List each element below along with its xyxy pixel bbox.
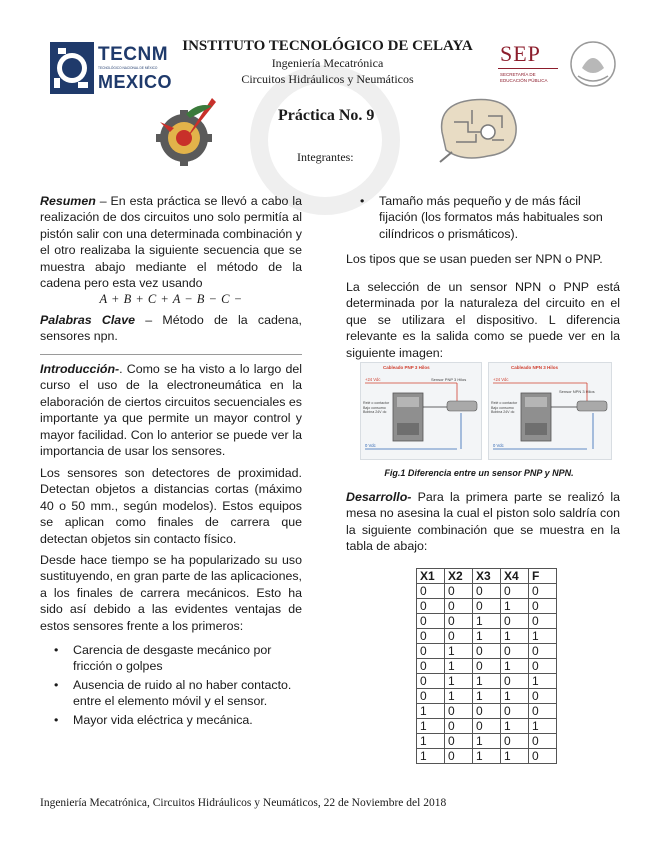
table-cell: 1	[501, 749, 529, 764]
selection-text: La selección de un sensor NPN o PNP está determinada por la naturaleza del circuito en el que se utilizara el dispositivo. L diferencia relevante es la salida como se puede ver en la siguiente imagen:	[346, 280, 620, 360]
table-row	[417, 734, 557, 749]
mexico-eagle-shield-icon	[568, 38, 618, 90]
institution-title: INSTITUTO TECNOLÓGICO DE CELAYA	[182, 38, 473, 54]
table-cell: 0	[445, 704, 473, 719]
table-cell: 1	[529, 629, 557, 644]
figure-caption: Fig.1 Diferencia entre un sensor PNP y NPN.	[384, 468, 574, 478]
table-cell: 1	[501, 629, 529, 644]
table-cell: 1	[501, 719, 529, 734]
table-cell: 1	[417, 734, 445, 749]
intro-text: . Como se ha visto a lo largo del curso el uso de la electroneumática en la elaboración de ciertos circuitos secuenciales es importante ya que permite un mayor control y mayor facilidad. Con lo anterior se puede ver la importancia de usar los sensores.	[40, 362, 302, 459]
popular-text: Desde hace tiempo se ha popularizado su uso sustituyendo, en gran parte de las aplicaciones, a los finales de carrera mecánicos. Esto ha sido así debido a las evidentes ventajas de estos sensores frente a los primeros:	[40, 553, 302, 633]
page-footer: Ingeniería Mecatrónica, Circuitos Hidráulicos y Neumáticos, 22 de Noviembre del 2018	[40, 797, 447, 809]
table-header-row	[417, 569, 557, 584]
npn-wiring-panel	[488, 362, 612, 460]
table-cell: 0	[445, 719, 473, 734]
table-cell: 0	[529, 689, 557, 704]
members-label: Integrantes:	[297, 150, 354, 164]
table-cell: 0	[417, 689, 445, 704]
table-cell: 0	[501, 704, 529, 719]
table-cell: 0	[445, 734, 473, 749]
table-cell: 1	[473, 614, 501, 629]
table-cell: 1	[473, 674, 501, 689]
table-cell: 1	[529, 674, 557, 689]
size-bullet-list	[346, 193, 620, 242]
table-cell: 0	[529, 614, 557, 629]
advantages-list-block	[40, 642, 302, 730]
table-row	[417, 674, 557, 689]
intro-block	[40, 361, 302, 459]
table-row	[417, 659, 557, 674]
keywords-block	[40, 312, 302, 345]
table-cell: 0	[417, 644, 445, 659]
npn-relay-label: Relé o contactor Bajo consumo Bobina 24V dc	[491, 401, 518, 414]
table-cell: 0	[417, 629, 445, 644]
types-paragraph	[346, 251, 620, 267]
abstract-paragraph	[40, 193, 302, 291]
table-cell: 0	[501, 674, 529, 689]
table-header-cell: X3	[473, 569, 501, 584]
development-block	[346, 489, 620, 555]
keywords-text: – Método de la cadena, sensores npn.	[40, 313, 302, 344]
mexico-wordmark: MEXICO	[98, 72, 173, 92]
table-cell: 0	[417, 659, 445, 674]
sep-rule	[498, 68, 558, 69]
abstract-block	[40, 193, 302, 308]
types-text: Los tipos que se usan pueden ser NPN o PNP.	[346, 252, 603, 266]
npn-vplus: +24 Vdc	[493, 377, 509, 382]
table-cell: 1	[501, 689, 529, 704]
table-cell: 0	[501, 734, 529, 749]
table-cell: 1	[417, 704, 445, 719]
table-cell: 0	[529, 659, 557, 674]
sensors-paragraph	[40, 465, 302, 547]
table-header-cell: X1	[417, 569, 445, 584]
table-cell: 0	[473, 704, 501, 719]
npn-vzero: 0 Vdc	[493, 443, 504, 448]
table-cell: 1	[473, 689, 501, 704]
brain-circuit-logo-icon	[432, 92, 524, 164]
table-row	[417, 689, 557, 704]
sep-line-2: EDUCACIÓN PÚBLICA	[500, 78, 548, 83]
table-cell: 0	[417, 674, 445, 689]
table-cell: 0	[473, 644, 501, 659]
table-cell: 0	[529, 734, 557, 749]
intro-paragraph	[40, 361, 302, 459]
table-cell: 1	[473, 734, 501, 749]
sequence-formula: A + B + C + A − B − C −	[99, 292, 243, 307]
table-cell: 0	[473, 584, 501, 599]
table-cell: 0	[529, 704, 557, 719]
table-cell: 1	[445, 689, 473, 704]
pnp-title: Cableado PNP 3 Hilos	[383, 365, 430, 370]
sep-acronym: SEP	[500, 41, 541, 66]
table-cell: 0	[501, 584, 529, 599]
truth-table-body	[417, 584, 557, 764]
npn-wiring-diagram-icon	[489, 363, 611, 459]
table-cell: 1	[417, 749, 445, 764]
table-cell: 1	[529, 719, 557, 734]
list-item: • Ausencia de ruido al no haber contacto. entre el elemento móvil y el sensor.	[40, 677, 302, 710]
course-name: Circuitos Hidráulicos y Neumáticos	[241, 72, 414, 86]
table-row	[417, 584, 557, 599]
table-cell: 0	[417, 584, 445, 599]
sensors-text: Los sensores son detectores de proximidad. Detectan objetos a distancias cortas (máximo 40 o 50 mm., según modelos). Estos equipos se aplican como finales de carrera que detectan objetos sin contacto físico.	[40, 466, 302, 546]
table-row	[417, 629, 557, 644]
table-cell: 0	[529, 584, 557, 599]
table-row	[417, 614, 557, 629]
table-row	[417, 644, 557, 659]
npn-title: Cableado NPN 3 Hilos	[511, 365, 559, 370]
table-cell: 0	[445, 629, 473, 644]
table-row	[417, 704, 557, 719]
tecnm-logo	[48, 38, 173, 98]
table-cell: 1	[501, 599, 529, 614]
intro-label: Introducción-	[40, 362, 120, 376]
table-cell: 1	[445, 674, 473, 689]
table-cell: 0	[473, 719, 501, 734]
practice-title: Práctica No. 9	[278, 107, 375, 124]
table-cell: 0	[417, 614, 445, 629]
size-bullet-block	[346, 193, 620, 244]
list-item: • Carencia de desgaste mecánico por fricción o golpes	[40, 642, 302, 675]
sep-line-1: SECRETARÍA DE	[500, 72, 536, 77]
table-header-cell: X2	[445, 569, 473, 584]
table-cell: 1	[445, 644, 473, 659]
pnp-vzero: 0 Vdc	[365, 443, 376, 448]
table-cell: 0	[529, 599, 557, 614]
development-text: Para la primera parte se realizó la mesa no asesina la cual el piston solo saldría con la siguiente combinación que se muestra en la tabla de abajo:	[346, 490, 620, 554]
selection-paragraph	[346, 279, 620, 361]
abstract-text: – En esta práctica se llevó a cabo la realización de dos circuitos uno solo permitía al pistón salir con una determinada combinación y el otro realizaba la siguiente secuencia que se muestra abajo mediante el método de la cadena pero esta vez usando	[40, 194, 302, 291]
keywords-label: Palabras Clave	[40, 313, 135, 327]
abstract-label: Resumen	[40, 194, 96, 208]
table-cell: 0	[445, 599, 473, 614]
pnp-relay-label: Relé o contactor Bajo consumo Bobina 24V dc	[363, 401, 390, 414]
table-cell: 0	[529, 644, 557, 659]
table-cell: 1	[445, 659, 473, 674]
truth-table	[416, 568, 557, 764]
table-cell: 1	[501, 659, 529, 674]
table-cell: 1	[473, 749, 501, 764]
table-header-cell: X4	[501, 569, 529, 584]
table-cell: 0	[473, 599, 501, 614]
table-cell: 1	[473, 629, 501, 644]
tecnm-small-text: TECNOLÓGICO NACIONAL DE MÉXICO	[98, 66, 158, 70]
table-cell: 0	[445, 614, 473, 629]
tecnm-wordmark: TECNM	[98, 44, 169, 65]
pnp-sensor-label: Sensor PNP 3 Hilos	[431, 377, 467, 382]
keywords-paragraph	[40, 312, 302, 345]
table-cell: 0	[417, 599, 445, 614]
table-cell: 0	[445, 584, 473, 599]
table-row	[417, 719, 557, 734]
popular-paragraph	[40, 552, 302, 634]
npn-sensor-label: Sensor NPN 3 Hilos	[559, 389, 595, 394]
pnp-wiring-diagram-icon	[361, 363, 481, 459]
table-cell: 1	[417, 719, 445, 734]
celaya-gear-logo-icon	[150, 92, 222, 172]
career-name: Ingeniería Mecatrónica	[271, 56, 384, 70]
table-header-cell: F	[529, 569, 557, 584]
table-cell: 0	[501, 614, 529, 629]
table-cell: 0	[473, 659, 501, 674]
pnp-vplus: +24 Vdc	[365, 377, 381, 382]
table-row	[417, 749, 557, 764]
list-item: • Tamaño más pequeño y de más fácil fijación (los formatos más habituales son cilíndricos o prismáticos).	[346, 193, 620, 242]
development-label: Desarrollo-	[346, 490, 412, 504]
list-item: • Mayor vida eléctrica y mecánica.	[40, 712, 302, 728]
table-cell: 0	[445, 749, 473, 764]
table-cell: 0	[501, 644, 529, 659]
section-divider	[40, 354, 302, 355]
advantages-list	[40, 642, 302, 728]
pnp-npn-figure	[360, 362, 610, 462]
pnp-wiring-panel	[360, 362, 482, 460]
table-cell: 0	[529, 749, 557, 764]
table-row	[417, 599, 557, 614]
development-paragraph	[346, 489, 620, 555]
